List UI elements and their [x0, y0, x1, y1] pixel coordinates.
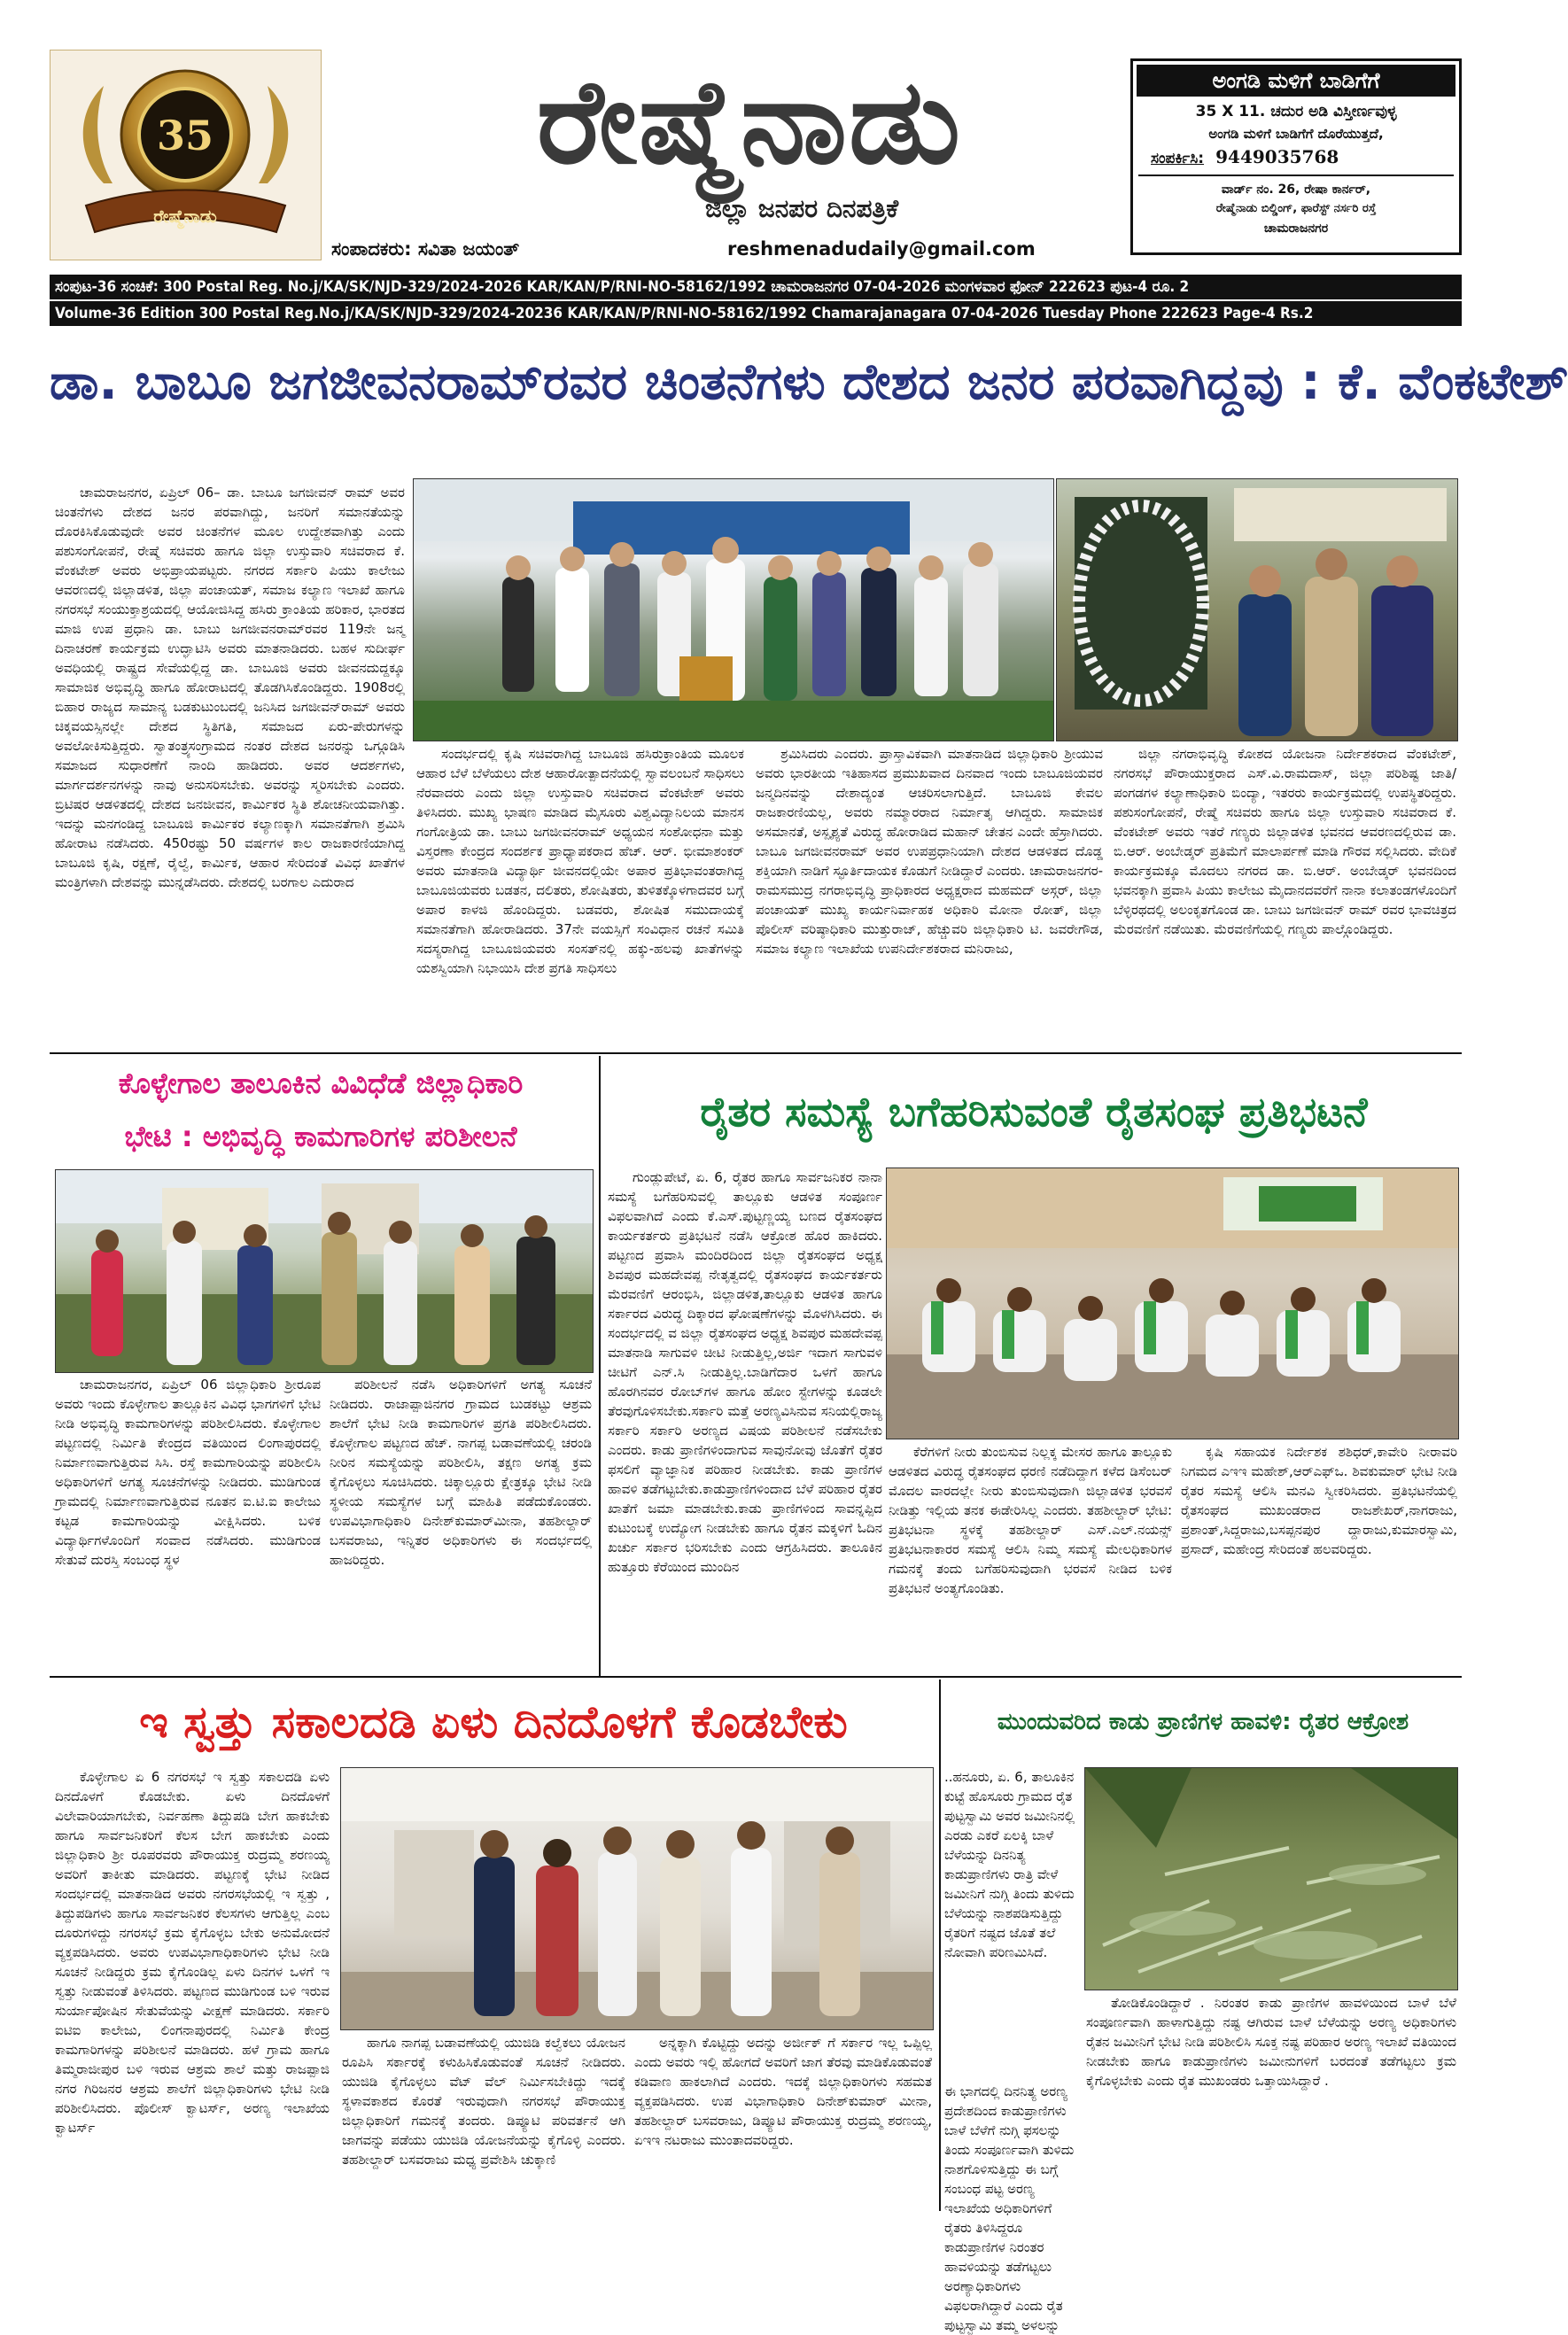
- rental-ad-box: [1130, 58, 1462, 255]
- story5-col-mid: ಈ ಭಾಗದಲ್ಲಿ ದಿನನಿತ್ಯ ಅರಣ್ಯ ಪ್ರದೇಶದಿಂದ ಕಾಡುಪ್ರಾಣಿಗಳು ಬಾಳೆ ಬೆಳೆಗೆ ನುಗ್ಗಿ ಫಸಲನ್ನು ತಿಂದು ಸಂಪೂರ್ಣವಾಗಿ ತುಳಿದು ನಾಶಗೊಳಿಸುತ್ತಿದ್ದು ಈ ಬಗ್ಗೆ ಸಂಬಂಧ ಪಟ್ಟ ಅರಣ್ಯ ಇಲಾಖೆಯ ಅಧಿಕಾರಿಗಳಿಗೆ ರೈತರು ತಿಳಿಸಿದ್ದರೂ ಕಾಡುಪ್ರಾಣಿಗಳ ನಿರಂತರ ಹಾವಳಿಯನ್ನು ತಡೆಗಟ್ಟಲು ಅರಣ್ಯಾಧಿಕಾರಿಗಳು ವಿಫಲರಾಗಿದ್ದಾರೆ ಎಂದು ರೈತ ಪುಟ್ಟಸ್ವಾಮಿ ತಮ್ಮ ಅಳಲನ್ನು: [944, 2083, 1075, 2333]
- story5-col-narrow: ..ಹನೂರು, ಏ. 6, ತಾಲೂಕಿನ ಕುಟ್ಟೆ ಹೊಸೂರು ಗ್ರಾಮದ ರೈತ ಪುಟ್ಟಸ್ವಾಮಿ ಅವರ ಜಮೀನಿನಲ್ಲಿ ಎರಡು ಎಕರೆ ಏಲಕ್ಕಿ ಬಾಳೆ ಬೆಳೆಯನ್ನು ದಿನನಿತ್ಯ ಕಾಡುಪ್ರಾಣಿಗಳು ರಾತ್ರಿ ವೇಳೆ ಜಮೀನಿಗೆ ನುಗ್ಗಿ ತಿಂದು ತುಳಿದು ಬೆಳೆಯನ್ನು ನಾಶಪಡಿಸುತ್ತಿದ್ದು ರೈತರಿಗೆ ನಷ್ಟದ ಜೊತೆ ತಲೆ ನೋವಾಗಿ ಪರಿಣಮಿಸಿದೆ.: [944, 1769, 1075, 1960]
- info-strip-kannada: ಸಂಪುಟ-36 ಸಂಚಿಕೆ: 300 Postal Reg. No.j/KA/SK/NJD-329/2024-2026 KAR/KAN/P/RNI-NO-58162/1992 ಚಾಮರಾಜನಗರ 07-04-2026 ಮಂಗಳವಾರ ಫೋನ್ 222623 ಪುಟ-4 ರೂ. 2: [50, 275, 1462, 299]
- masthead: [50, 50, 1462, 271]
- email-address[interactable]: reshmenadudaily@gmail.com: [727, 238, 1036, 260]
- story1-col2: ಸಂದರ್ಭದಲ್ಲಿ ಕೃಷಿ ಸಚಿವರಾಗಿದ್ದ ಬಾಬೂಜಿ ಹಸಿರುಕ್ರಾಂತಿಯ ಮೂಲಕ ಆಹಾರ ಬೆಳೆ ಬೆಳೆಯಲು ದೇಶ ಆಹಾರೋತ್ಪಾದನೆಯಲ್ಲಿ ಸ್ವಾವಲಂಬನೆ ಸಾಧಿಸಲು ನೆರವಾದರು ಎಂದು ಜಿಲ್ಲಾ ಉಸ್ತುವಾರಿ ಸಚಿವರಾದ ವೆಂಕಟೇಶ್ ಅವರು ತಿಳಿಸಿದರು. ಮುಖ್ಯ ಭಾಷಣ ಮಾಡಿದ ಮೈಸೂರು ವಿಶ್ವವಿದ್ಯಾನಿಲಯ ಮಾನಸ ಗಂಗೋತ್ರಿಯ ಡಾ. ಬಾಬು ಜಗಜೀವನರಾಮ್ ಅಧ್ಯಯನ ಸಂಶೋಧನಾ ಮತ್ತು ವಿಸ್ತರಣಾ ಕೇಂದ್ರದ ಸಂದರ್ಶಕ ಪ್ರಾಧ್ಯಾಪಕರಾದ ಹೆಚ್. ಆರ್. ಭೀಮಾಶಂಕರ್ ಅವರು ಮಾತನಾಡಿ ವಿದ್ಯಾರ್ಥಿ ಜೀವನದಲ್ಲಿಯೇ ಅಪಾರ ಪ್ರತಿಭಾವಂತರಾಗಿದ್ದ ಬಾಬೂಜಿಯವರು ಬಡತನ, ದಲಿತರು, ಶೋಷಿತರು, ತುಳಿತಕ್ಕೊಳಗಾದವರ ಬಗ್ಗೆ ಅಪಾರ ಕಾಳಜಿ ಹೊಂದಿದ್ದರು. ಬಡವರು, ಶೋಷಿತ ಸಮುದಾಯಕ್ಕೆ ಸಮಾನತೆಗಾಗಿ ಹೋರಾಡಿದರು. 37ನೇ ವಯಸ್ಸಿಗೆ ಸಂವಿಧಾನ ರಚನೆ ಸಮಿತಿ ಸದಸ್ಯರಾಗಿದ್ದ ಬಾಬೂಜಿಯವರು ಸಂಸತ್‌ನಲ್ಲಿ ಹಕ್ಕು-ಹಲವು ಖಾತೆಗಳನ್ನು ಯಶಸ್ವಿಯಾಗಿ ನಿಭಾಯಿಸಿ ದೇಶ ಪ್ರಗತಿ ಸಾಧಿಸಲು: [416, 746, 744, 976]
- newspaper-tagline: ಜಿಲ್ಲಾ ಜನಪರ ದಿನಪತ್ರಿಕೆ: [705, 194, 899, 223]
- rental-ad-addr3: ಚಾಮರಾಜನಗರ: [1263, 221, 1329, 236]
- rental-ad-contact-label: ಸಂಪರ್ಕಿಸಿ:: [1151, 150, 1205, 167]
- story3-col3: ಕೃಷಿ ಸಹಾಯಕ ನಿರ್ದೇಶಕ ಶಶಿಧರ್,ಕಾವೇರಿ ನೀರಾವರಿ ನಿಗಮದ ಎಇಇ ಮಹೇಶ್,ಆರ್‌ಎಫ್‌ಒ. ಶಿವಕುಮಾರ್ ಭೇಟಿ ನೀಡಿ ರೈತರ ಸಮಸ್ಯೆ ಆಲಿಸಿ ಮನವಿ ಸ್ವೀಕರಿಸಿದರು. ಪ್ರತಿಭಟನೆಯಲ್ಲಿ ರೈತಸಂಘದ ಮುಖಂಡರಾದ ರಾಜಶೇಖರ್,ನಾಗರಾಜು, ಪ್ರಶಾಂತ್,ಸಿದ್ದರಾಜು,ಬಸಪ್ಪನಪುರ ದ್ದಾರಾಜು,ಕುಮಾರಸ್ವಾಮಿ, ಪ್ರಸಾದ್, ಮಹೇಂದ್ರ ಸೇರಿದಂತೆ ಹಲವರಿದ್ದರು.: [1181, 1444, 1457, 1557]
- logo-emblem: [50, 50, 321, 260]
- rental-ad-title: ಅಂಗಡಿ ಮಳಿಗೆ ಬಾಡಿಗೆಗೆ: [1137, 65, 1455, 97]
- story2-photo-inspection: [55, 1169, 594, 1373]
- story3-photo-protest: [886, 1168, 1459, 1439]
- story3-col2: ಕೆರೆಗಳಿಗೆ ನೀರು ತುಂಬಿಸುವ ನಿಲ್ಲಕ್ಕ ಮೇಸರ ಹಾಗೂ ತಾಲ್ಲೂಕು ಆಡಳಿತದ ವಿರುದ್ಧ ರೈತಸಂಘದ ಧರಣಿ ನಡೆದಿದ್ದಾಗ ಕಳೆದ ಡಿಸೆಂಬರ್ ಮೊದಲ ವಾರದಲ್ಲೇ ನೀರು ತುಂಬಿಸುವುದಾಗಿ ಜಿಲ್ಲಾಡಳಿತ ಭರವಸೆ ನೀಡಿತ್ತು ಇಲ್ಲಿಯ ತನಕ ಈಡೇರಿಸಿಲ್ಲ ಎಂದರು. ತಹಶೀಲ್ದಾರ್ ಭೇಟಿ: ಪ್ರತಿಭಟನಾ ಸ್ಥಳಕ್ಕೆ ತಹಶೀಲ್ದಾರ್ ಎಸ್.ಎಲ್.ನಯನ್ಸ್ ಪ್ರತಿಭಟನಾಕಾರರ ಸಮಸ್ಯೆ ಆಲಿಸಿ ನಿಮ್ಮ ಸಮಸ್ಯೆ ಮೇಲಧಿಕಾರಿಗಳ ಗಮನಕ್ಕೆ ತಂದು ಬಗೆಹರಿಸುವುದಾಗಿ ಭರವಸೆ ನೀಡಿದ ಬಳಿಕ ಪ್ರತಿಭಟನೆ ಅಂತ್ಯಗೊಂಡಿತು.: [889, 1444, 1172, 1596]
- newspaper-logo: [50, 50, 322, 260]
- story4-col3: ಅನ್ನಕ್ಕಾಗಿ ಕೊಟ್ಟಿದ್ದು ಅದನ್ನು ಅರ್ಜೀಕ್ ಗೆ ಸರ್ಕಾರ ಇಲ್ಲ ಒಪ್ಪಿಲ್ಲ ಎಂದು ಅವರು ಇಲ್ಲಿ ಹೋಗದೆ ಅವರಿಗೆ ಜಾಗ ತೆರವು ಮಾಡಿಕೊಡುವಂತೆ ಕಡಿವಾಣ ಹಾಕಲಾಗಿದೆ ಎಂದರು. ಇದಕ್ಕೆ ಜಿಲ್ಲಾಧಿಕಾರಿಗಳು ಸಹಮತ ವ್ಯಕ್ತಪಡಿಸಿದರು. ಉಪ ವಿಭಾಗಾಧಿಕಾರಿ ದಿನೇಶ್‌ಕುಮಾರ್ ಮೀನಾ, ತಹಶೀಲ್ದಾರ್ ಬಸವರಾಜು, ಡಿಪ್ಯೂಟಿ ಪೌರಾಯುಕ್ತ ರುದ್ರಮ್ಮ ಶರಣಯ್ಯ, ಏಇಇ ನಟರಾಜು ಮುಂತಾದವರಿದ್ದರು.: [634, 2035, 932, 2148]
- story5-headline: ಮುಂದುವರಿದ ಕಾಡು ಪ್ರಾಣಿಗಳ ಹಾವಳಿ: ರೈತರ ಆಕ್ರೋಶ: [997, 1709, 1409, 1735]
- story4-col2: ಹಾಗೂ ನಾಗಪ್ಪ ಬಡಾವಣೆಯಲ್ಲಿ ಯುಜಿಡಿ ಕಲ್ವೆಕಲು ಯೋಜನ ರೂಪಿಸಿ ಸರ್ಕಾರಕ್ಕೆ ಕಳುಹಿಸಿಕೊಡುವಂತೆ ಸೂಚನೆ ನೀಡಿದರು. ಯುಜಿಡಿ ಕೈಗೊಳ್ಳಲು ವೆಟ್ ವೆಲ್ ನಿರ್ಮಿಸಬೇಕಿದ್ದು ಇದಕ್ಕೆ ಸ್ಥಳಾವಕಾಶದ ಕೊರತೆ ಇರುವುದಾಗಿ ನಗರಸಭೆ ಪೌರಾಯುಕ್ತ ಜಿಲ್ಲಾಧಿಕಾರಿಗೆ ಗಮನಕ್ಕೆ ತಂದರು. ಡಿಪ್ಯೂಟಿ ಪರಿವರ್ತನೆ ಆಗಿ ಜಾಗವನ್ನು ಪಡೆಯು ಯುಜಿಡಿ ಯೋಜನೆಯನ್ನು ಕೈಗೊಳ್ಳಿ ಎಂದರು. ತಹಶೀಲ್ದಾರ್ ಬಸವರಾಜು ಮಧ್ಯ ಪ್ರವೇಶಿಸಿ ಚುಕ್ಕಾಣಿ: [342, 2035, 625, 2168]
- divider-story1: [50, 1052, 1462, 1054]
- divider-story2-3: [599, 1056, 601, 1676]
- story3-headline: ರೈತರ ಸಮಸ್ಯೆ ಬಗೆಹರಿಸುವಂತೆ ರೈತಸಂಘ ಪ್ರತಿಭಟನೆ: [700, 1088, 1368, 1136]
- story2-headline-line1: ಕೊಳ್ಳೇಗಾಲ ತಾಲೂಕಿನ ವಿವಿಧೆಡೆ ಜಿಲ್ಲಾಧಿಕಾರಿ: [118, 1067, 524, 1100]
- rental-ad-line2: ಅಂಗಡಿ ಮಳಿಗೆ ಬಾಡಿಗೆಗೆ ದೊರೆಯುತ್ತದೆ,: [1208, 126, 1384, 142]
- story1-photo-ceremony: [413, 478, 1054, 741]
- info-strip-english: Volume-36 Edition 300 Postal Reg.No.j/KA/SK/NJD-329/2024-20236 KAR/KAN/P/RNI-NO-58162/1992 Chamarajanagara 07-04-2026 Tuesday Phone 222623 Page-4 Rs.2: [50, 301, 1462, 326]
- story4-col1: ಕೊಳ್ಳೇಗಾಲ ಏ 6 ನಗರಸಭೆ ಇ ಸ್ವತ್ತು ಸಕಾಲದಡಿ ಏಳು ದಿನದೊಳಗೆ ಕೊಡಬೇಕು. ಏಳು ದಿನದೊಳಗೆ ವಿಲೇವಾರಿಯಾಗಬೇಕು, ನಿರ್ವಹಣಾ ತಿದ್ದುಪಡಿ ಬೇಗ ಹಾಕಬೇಕು ಹಾಗೂ ಸಾರ್ವಜನಿಕರಿಗೆ ಕೆಲಸ ಬೇಗ ಹಾಕಬೇಕು ಎಂದು ಜಿಲ್ಲಾಧಿಕಾರಿ ಶ್ರೀ ರೂಪರವರು ಪೌರಾಯುಕ್ತ ರುದ್ರಮ್ಮ ಶರಣಯ್ಯ ಅವರಿಗೆ ತಾಕೀತು ಮಾಡಿದರು. ಪಟ್ಟಣಕ್ಕೆ ಭೇಟಿ ನೀಡಿದ ಸಂದರ್ಭದಲ್ಲಿ ಮಾತನಾಡಿದ ಅವರು ನಗರಸಭೆಯಲ್ಲಿ ಇ ಸ್ವತ್ತು , ತಿದ್ದುಪಡಿಗಳು ಹಾಗೂ ಸಾರ್ವಜನಿಕರ ಕೆಲಸಗಳು ಆಗುತ್ತಿಲ್ಲ ಎಂಬ ದೂರುಗಳಿದ್ದು ನಗರಸಭೆ ಕ್ರಮ ಕೈಗೊಳ್ಳಬ ಬೇಕು ಅನುಮೋದನೆ ವ್ಯಕ್ತಪಡಿಸಿದರು. ಅವರು ಉಪವಿಭಾಗಾಧಿಕಾರಿಗಳು ಭೇಟಿ ನೀಡಿ ಸೂಚನೆ ನೀಡಿದ್ದರು ಕ್ರಮ ಕೈಗೊಂಡಿಲ್ಲ ಏಳು ದಿನಗಳ ಒಳಗೆ ಇ ಸ್ವತ್ತು ನೀಡುವಂತೆ ತಿಳಿಸಿದರು. ಪಟ್ಟಣದ ಮುಡಿಗುಂಡ ಬಳಿ ಇರುವ ಸುರ್ಯಾಪೋಷಿನ ಸೇತುವೆಯನ್ನು ವೀಕ್ಷಣೆ ಮಾಡಿದರು. ಸರ್ಕಾರಿ ಐಟಿಐ ಕಾಲೇಜು, ಲಿಂಗನಾಪುರದಲ್ಲಿ ನಿರ್ಮಿತಿ ಕೇಂದ್ರ ಕಾಮಗಾರಿಗಳನ್ನು ಪರಿಶೀಲನೆ ಮಾಡಿದರು. ಹಳೆ ಗ್ರಾಮ ಹಾಗೂ ತಿಮ್ಮರಾಜೀಪುರ ಬಳಿ ಇರುವ ಆಶ್ರಮ ಶಾಲೆ ಮತ್ತು ರಾಜಪ್ಪಾಜಿ ನಗರ ಗಿರಿಜನರ ಆಶ್ರಮ ಶಾಲೆಗೆ ಜಿಲ್ಲಾಧಿಕಾರಿಗಳು ಭೇಟಿ ನೀಡಿ ಪರಿಶೀಲಿಸಿದರು. ಪೊಲೀಸ್ ಕ್ವಾಟರ್ಸ್, ಅರಣ್ಯ ಇಲಾಖೆಯ ಕ್ವಾಟರ್ಸ್: [55, 1769, 330, 2136]
- story2-col2: ಪರಿಶೀಲನೆ ನಡೆಸಿ ಅಧಿಕಾರಿಗಳಿಗೆ ಅಗತ್ಯ ಸೂಚನೆ ನೀಡಿದರು. ರಾಜಾಪ್ಪಾಜಿನಗರ ಗ್ರಾಮದ ಬುಡಕಟ್ಟು ಆಶ್ರಮ ಶಾಲೆಗೆ ಭೇಟಿ ನೀಡಿ ಕಾಮಗಾರಿಗಳ ಪ್ರಗತಿ ಪರಿಶೀಲಿಸಿದರು. ಕೊಳ್ಳೇಗಾಲ ಪಟ್ಟಣದ ಹೆಚ್. ನಾಗಪ್ಪ ಬಡಾವಣೆಯಲ್ಲಿ ಚರಂಡಿ ನೀರಿನ ಸಮಸ್ಯೆಯನ್ನು ಪರಿಶೀಲಿಸಿ, ತಕ್ಷಣ ಅಗತ್ಯ ಕ್ರಮ ಕೈಗೊಳ್ಳಲು ಸೂಚಿಸಿದರು. ಚಿಕ್ಕಾಲ್ಲೂರು ಕ್ಷೇತ್ರಕ್ಕೂ ಭೇಟಿ ನೀಡಿ ಸ್ಥಳೀಯ ಸಮಸ್ಯೆಗಳ ಬಗ್ಗೆ ಮಾಹಿತಿ ಪಡೆದುಕೊಂಡರು. ಉಪವಿಭಾಗಾಧಿಕಾರಿ ದಿನೇಶ್‌ಕುಮಾರ್‌ಮೀನಾ, ತಹಶೀಲ್ದಾರ್ ಬಸವರಾಜು, ಇನ್ನಿತರ ಅಧಿಕಾರಿಗಳು ಈ ಸಂದರ್ಭದಲ್ಲಿ ಹಾಜರಿದ್ದರು.: [330, 1377, 592, 1568]
- story3-col1: ಗುಂಡ್ಲುಪೇಟೆ, ಏ. 6, ರೈತರ ಹಾಗೂ ಸಾರ್ವಜನಿಕರ ನಾನಾ ಸಮಸ್ಯೆ ಬಗೆಹರಿಸುವಲ್ಲಿ ತಾಲ್ಲೂಕು ಆಡಳಿತ ಸಂಪೂರ್ಣ ವಿಫಲವಾಗಿದೆ ಎಂದು ಕೆ.ಎಸ್.ಪುಟ್ಟಣ್ಣಯ್ಯ ಬಣದ ರೈತಸಂಘದ ಕಾರ್ಯಕರ್ತರು ಪ್ರತಿಭಟನೆ ನಡೆಸಿ ಆಕ್ರೋಶ ಹೊರ ಹಾಕಿದರು. ಪಟ್ಟಣದ ಪ್ರವಾಸಿ ಮಂದಿರದಿಂದ ಜಿಲ್ಲಾ ರೈತಸಂಘದ ಅಧ್ಯಕ್ಷ ಶಿವಪುರ ಮಹದೇವಪ್ಪ ನೇತೃತ್ವದಲ್ಲಿ ರೈತಸಂಘದ ಕಾರ್ಯಕರ್ತರು ಮೆರವಣಿಗೆ ಆರಂಭಿಸಿ, ಜಿಲ್ಲಾಡಳಿತ,ತಾಲ್ಲೂಕು ಆಡಳಿತ ಹಾಗೂ ಸರ್ಕಾರದ ವಿರುದ್ಧ ದಿಕ್ಕಾರದ ಘೋಷಣೆಗಳನ್ನು ಮೊಳಗಿಸಿದರು. ಈ ಸಂದರ್ಭದಲ್ಲಿ ವ ಜಿಲ್ಲಾ ರೈತಸಂಘದ ಅಧ್ಯಕ್ಷ ಶಿವಪುರ ಮಹದೇವಪ್ಪ ಮಾತನಾಡಿ ಸಾಗುವಳಿ ಚೀಟಿ ನೀಡುತ್ತಿಲ್ಲ,ಅರ್ಜಿ ಇದಾಗ ಸಾಗುವಳಿ ಚೀಟಿಗೆ ಎನ್.ಸಿ ನೀಡುತ್ತಿಲ್ಲ.ಬಾಡಿಗೆದಾರ ಒಳಗೆ ಹಾಗೂ ಹೊರಗಿನವರ ರೋಬ್‌ಗಳ ಹಾಗೂ ಹೋಂ ಸ್ಟೇಗಳನ್ನು ಕೂಡಲೇ ತೆರವುಗೊಳಿಸಬೇಕು.ಸರ್ಕಾರಿ ಮತ್ತೆ ಅರಣ್ಯವಿಸಿನುವ ಸನಿಯಲ್ಲಿರಾಜ್ಯ ಸರ್ಕಾರಿ ಸರ್ಕಾರಿ ಅರಣ್ಯದ ವಿಷಯ ಪರಿಶೀಲನೆ ನಡೆಸಬೇಕು ಎಂದರು. ಕಾಡು ಪ್ರಾಣಿಗಳಿಂದಾಗುವ ಸಾವುನೋವು ಜೊತೆಗೆ ರೈತರ ಫಸಲಿಗೆ ವ್ಯಾಜ್ಞಾನಿಕ ಪರಿಹಾರ ನೀಡಬೇಕು. ಕಾಡು ಪ್ರಾಣಿಗಳ ಹಾವಳಿ ತಡೆಗಟ್ಟಬೇಕು.ಕಾಡುಪ್ರಾಣಿಗಳಿಂದಾದ ಬೆಳೆ ಪರಿಹಾರ ರೈತರ ಖಾತೆಗೆ ಜಮಾ ಮಾಡಬೇಕು.ಕಾಡು ಪ್ರಾಣಿಗಳಿಂದ ಸಾವನ್ನಪ್ಪಿದ ಕುಟುಂಬಕ್ಕೆ ಉದ್ಯೋಗ ನೀಡಬೇಕು ಹಾಗೂ ರೈತನ ಮಕ್ಕಳಿಗೆ ಓದಿನ ಖರ್ಚು ಸರ್ಕಾರ ಭರಿಸಬೇಕು ಎಂದು ಆಗ್ರಹಿಸಿದರು. ತಾಲೂಕಿನ ಹುತ್ತೂರು ಕೆರೆಯಿಂದ ಮುಂದಿನ: [608, 1169, 882, 1575]
- divider-story4-5: [939, 1679, 941, 2211]
- story1-col1: ಚಾಮರಾಜನಗರ, ಏಪ್ರಿಲ್ 06– ಡಾ. ಬಾಬೂ ಜಗಜೀವನ್ ರಾಮ್ ಅವರ ಚಿಂತನೆಗಳು ದೇಶದ ಜನರ ಪರವಾಗಿದ್ದು, ಜನರಿಗೆ ಸಮಾನತೆಯನ್ನು ದೊರಕಿಸಿಕೊಡುವುದೇ ಅವರ ಚಿಂತನೆಗಳ ಮೂಲ ಉದ್ದೇಶವಾಗಿತ್ತು ಎಂದು ಪಶುಸಂಗೋಪನೆ, ರೇಷ್ಮೆ ಸಚಿವರು ಹಾಗೂ ಜಿಲ್ಲಾ ಉಸ್ತುವಾರಿ ಸಚಿವರಾದ ಕೆ. ವೆಂಕಟೇಶ್ ಅವರು ಅಭಿಪ್ರಾಯಪಟ್ಟರು. ನಗರದ ಸರ್ಕಾರಿ ಪಿಯು ಕಾಲೇಜು ಆವರಣದಲ್ಲಿ ಜಿಲ್ಲಾಡಳಿತ, ಜಿಲ್ಲಾ ಪಂಚಾಯತ್, ಸಮಾಜ ಕಲ್ಯಾಣ ಇಲಾಖೆ ಹಾಗೂ ನಗರಸಭೆ ಸಂಯುಕ್ತಾಶ್ರಯದಲ್ಲಿ ಆಯೋಜಿಸಿದ್ದ ಹಸಿರು ಕ್ರಾಂತಿಯ ಹರಿಕಾರ, ಭಾರತದ ಮಾಜಿ ಉಪ ಪ್ರಧಾನಿ ಡಾ. ಬಾಬು ಜಗಜೀವನರಾಮ್‌ರವರ 119ನೇ ಜನ್ಮ ದಿನಾಚರಣೆ ಕಾರ್ಯಕ್ರಮ ಉದ್ಘಾಟಿಸಿ ಅವರು ಮಾತನಾಡಿದರು. ಬಹಳ ಸುದೀರ್ಘ ಅವಧಿಯಲ್ಲಿ ರಾಷ್ಟ್ರದ ಸೇವೆಯಲ್ಲಿದ್ದ ಡಾ. ಬಾಬೂಜಿ ಅವರು ಜೀವನದುದ್ದಕ್ಕೂ ಸಾಮಾಜಿಕ ಅಭಿವೃದ್ಧಿ ಹಾಗೂ ಹೋರಾಟದಲ್ಲಿ ತೊಡಗಿಸಿಕೊಂಡಿದ್ದರು. 1908ರಲ್ಲಿ ಬಿಹಾರ ರಾಜ್ಯದ ಸಾಮಾನ್ಯ ಬಡಕುಟುಂಬದಲ್ಲಿ ಜನಿಸಿದ ಜಗಜೀವನ್‌ರಾಮ್ ಅವರು ಚಿಕ್ಕವಯಸ್ಸಿನಲ್ಲೇ ದೇಶದ ಸ್ಥಿತಿಗತಿ, ಸಮಾಜದ ಏರು-ಪೇರುಗಳನ್ನು ಅವಲೋಕಿಸುತ್ತಿದ್ದರು. ಸ್ವಾತಂತ್ರ್ಯಸಂಗ್ರಾಮದ ನಂತರ ದೇಶದ ಜನರನ್ನು ಒಗ್ಗೂಡಿಸಿ ಸಮಾಜದ ಸುಧಾರಣೆಗೆ ನಾಂದಿ ಹಾಡಿದರು. ಅವರ ಆದರ್ಶಗಳು, ಮಾರ್ಗದರ್ಶನಗಳನ್ನು ನಾವು ಅನುಸರಿಸಬೇಕು. ಅವರನ್ನು ಸ್ಮರಿಸಬೇಕು ಎಂದರು. ಬ್ರಿಟಿಷರ ಆಡಳಿತದಲ್ಲಿ ದೇಶದ ಜನಜೀವನ, ಕಾರ್ಮಿಕರ ಸ್ಥಿತಿ ಶೋಚನೀಯವಾಗಿತ್ತು. ಇದನ್ನು ಮನಗಂಡಿದ್ದ ಬಾಬೂಜಿ ಕಾರ್ಮಿಕರ ಕಲ್ಯಾಣಕ್ಕಾಗಿ ಸಮಾನತೆಗಾಗಿ ಶ್ರಮಿಸಿ ಹೋರಾಟ ನಡೆಸಿದರು. 450ರಷ್ಟು 50 ವರ್ಷಗಳ ಕಾಲ ರಾಜಕಾರಣಿಯಾಗಿದ್ದ ಬಾಬೂಜಿ ಕೃಷಿ, ರಕ್ಷಣೆ, ರೈಲ್ವೆ, ಕಾರ್ಮಿಕ, ಆಹಾರ ಸೇರಿದಂತೆ ವಿವಿಧ ಖಾತೆಗಳ ಮಂತ್ರಿಗಳಾಗಿ ದೇಶವನ್ನು ಮುನ್ನಡೆಸಿದರು. ದೇಶದಲ್ಲಿ ಬರಗಾಲ ಎದುರಾದ: [55, 485, 405, 890]
- story5-photo-crop-damage: [1084, 1767, 1458, 1990]
- story4-photo-site-visit: [340, 1767, 934, 2030]
- rental-ad-addr2: ರೇಷ್ಮೆನಾಡು ಬಿಲ್ಡಿಂಗ್, ಫಾರೆಸ್ಟ್ ನರ್ಸರಿ ರಸ್ತೆ: [1215, 202, 1377, 215]
- story1-col3: ಶ್ರಮಿಸಿದರು ಎಂದರು. ಪ್ರಾಸ್ತಾವಿಕವಾಗಿ ಮಾತನಾಡಿದ ಜಿಲ್ಲಾಧಿಕಾರಿ ಶ್ರೀಯುವ ಅವರು ಭಾರತೀಯ ಇತಿಹಾಸದ ಪ್ರಮುಖವಾದ ದಿನವಾದ ಇಂದು ಬಾಬೂಜಿಯವರ ಜನ್ಮದಿನವನ್ನು ದೇಶಾದ್ಯಂತ ಆಚರಿಸಲಾಗುತ್ತಿದೆ. ಬಾಬೂಜಿ ಕೇವಲ ರಾಜಕಾರಣಿಯಲ್ಲ, ಅವರು ನಮ್ಮಾರರಾದ ನಿರ್ಮಾತೃ ಆಗಿದ್ದರು. ಸಾಮಾಜಿಕ ಅಸಮಾನತೆ, ಅಸ್ಪೃಶ್ಯತೆ ವಿರುದ್ಧ ಹೋರಾಡಿದ ಮಹಾನ್ ಚೇತನ ಎಂದೇ ಹೆಸ್ರಾಗಿದರು. ಬಾಬೂ ಜಗಜೀವನರಾಮ್ ಅವರ ಉಪಪ್ರಧಾನಿಯಾಗಿ ದೇಶದ ಆಡಳಿತದ ದೊಡ್ಡ ಶಕ್ತಿಯಾಗಿ ನಾಡಿಗೆ ಸ್ಫೂರ್ತಿದಾಯಕ ಕೊಡುಗೆ ನೀಡಿದ್ದಾರೆ ಎಂದರು. ಚಾಮರಾಜನಗರ-ರಾಮಸಮುದ್ರ ನಗರಾಭಿವೃದ್ಧಿ ಪ್ರಾಧಿಕಾರದ ಅಧ್ಯಕ್ಷರಾದ ಮಹಮದ್ ಅಸ್ಗರ್, ಜಿಲ್ಲಾ ಪಂಚಾಯತ್ ಮುಖ್ಯ ಕಾರ್ಯನಿರ್ವಾಹಕ ಅಧಿಕಾರಿ ಮೋನಾ ರೋತ್, ಜಿಲ್ಲಾ ಪೊಲೀಸ್ ವರಿಷ್ಠಾಧಿಕಾರಿ ಮುತ್ತುರಾಜ್, ಹೆಚ್ಚುವರಿ ಜಿಲ್ಲಾಧಿಕಾರಿ ಟಿ. ಜವರೇಗೌಡ, ಸಮಾಜ ಕಲ್ಯಾಣ ಇಲಾಖೆಯ ಉಪನಿರ್ದೇಶಕರಾದ ಮನಿರಾಜು,: [756, 746, 1104, 957]
- logo-banner-text: ರೇಷ್ಮೆನಾಡು: [153, 206, 217, 227]
- story2-headline-line2: ಭೇಟಿ : ಅಭಿವೃದ್ಧಿ ಕಾಮಗಾರಿಗಳ ಪರಿಶೀಲನೆ: [124, 1120, 517, 1153]
- story1-photo-tribute: [1056, 478, 1458, 741]
- story5-col-wide: ತೋಡಿಕೊಂಡಿದ್ದಾರೆ . ನಿರಂತರ ಕಾಡು ಪ್ರಾಣಿಗಳ ಹಾವಳಿಯಿಂದ ಬಾಳೆ ಬೆಳೆ ಸಂಪೂರ್ಣವಾಗಿ ಹಾಳಾಗುತ್ತಿದ್ದು ನಷ್ಟ ಆಗಿರುವ ಬಾಳೆ ಬೆಳೆಯನ್ನು ಅರಣ್ಯ ಅಧಿಕಾರಿಗಳು ರೈತನ ಜಮೀನಿಗೆ ಭೇಟಿ ನೀಡಿ ಪರಿಶೀಲಿಸಿ ಸೂಕ್ತ ನಷ್ಟ ಪರಿಹಾರ ಅರಣ್ಯ ಇಲಾಖೆ ವತಿಯಿಂದ ನೀಡಬೇಕು ಹಾಗೂ ಕಾಡುಪ್ರಾಣಿಗಳು ಜಮೀನುಗಳಿಗೆ ಬರದಂತೆ ತಡೆಗಟ್ಟಲು ಕ್ರಮ ಕೈಗೊಳ್ಳಬೇಕು ಎಂದು ರೈತ ಮುಖಂಡರು ಒತ್ತಾಯಿಸಿದ್ದಾರೆ .: [1086, 1995, 1456, 2089]
- rental-ad-phone[interactable]: 9449035768: [1215, 146, 1339, 167]
- story4-headline: ಇ ಸ್ವತ್ತು ಸಕಾಲದಡಿ ಏಳು ದಿನದೊಳಗೆ ಕೊಡಬೇಕು: [139, 1696, 848, 1748]
- editor-line: ಸಂಪಾದಕರು: ಸವಿತಾ ಜಯಂತ್: [331, 238, 520, 260]
- story1-col4: ಜಿಲ್ಲಾ ನಗರಾಭಿವೃದ್ಧಿ ಕೋಶದ ಯೋಜನಾ ನಿರ್ದೇಶಕರಾದ ವೆಂಕಟೇಶ್, ನಗರಸಭೆ ಪೌರಾಯುಕ್ತರಾದ ಎಸ್.ವಿ.ರಾಮದಾಸ್, ಜಿಲ್ಲಾ ಪರಿಶಿಷ್ಟ ಜಾತಿ/ಪಂಗಡಗಳ ಕಲ್ಯಾಣಾಧಿಕಾರಿ ಬಿಂದ್ಯಾ, ಇತರರು ಕಾರ್ಯಕ್ರಮದಲ್ಲಿ ಉಪಸ್ಥಿತರಿದ್ದರು. ಪಶುಸಂಗೋಪನೆ, ರೇಷ್ಮೆ ಸಚಿವರು ಹಾಗೂ ಜಿಲ್ಲಾ ಉಸ್ತುವಾರಿ ಸಚಿವರಾದ ಕೆ. ವೆಂಕಟೇಶ್ ಅವರು ಇತರೆ ಗಣ್ಯರು ಜಿಲ್ಲಾಡಳಿತ ಭವನದ ಆವರಣದಲ್ಲಿರುವ ಡಾ. ಬಿ.ಆರ್. ಅಂಬೇಡ್ಕರ್ ಪ್ರತಿಮೆಗೆ ಮಾಲಾರ್ಪಣೆ ಮಾಡಿ ಗೌರವ ಸಲ್ಲಿಸಿದರು. ವೇದಿಕೆ ಕಾರ್ಯಕ್ರಮಕ್ಕೂ ಮೊದಲು ನಗರದ ಡಾ. ಬಿ.ಆರ್. ಅಂಬೇಡ್ಕರ್ ಭವನದಿಂದ ಭವನಕ್ಕಾಗಿ ಪ್ರವಾಸಿ ಪಿಯು ಕಾಲೇಜು ಮೈದಾನದವರೆಗೆ ನಾನಾ ಕಲಾತಂಡಗಳೊಂದಿಗೆ ಬೆಳ್ಳಿರಥದಲ್ಲಿ ಅಲಂಕೃತಗೊಂಡ ಡಾ. ಬಾಬು ಜಗಜೀವನ್ ರಾಮ್ ರವರ ಭಾವಚಿತ್ರದ ಮೆರವಣಿಗೆ ನಡೆಯಿತು. ಮೆರವಣಿಗೆಯಲ್ಲಿ ಗಣ್ಯರು ಪಾಲ್ಗೊಂಡಿದ್ದರು.: [1114, 746, 1456, 937]
- rental-ad-addr1: ವಾರ್ಡ್ ನಂ. 26, ರೇಷಾ ಕಾರ್ನರ್,: [1221, 182, 1371, 197]
- rental-ad-size: 35 X 11. ಚದುರ ಅಡಿ ವಿಸ್ತೀರ್ಣವುಳ್ಳ: [1195, 103, 1397, 120]
- divider-story3: [50, 1676, 1462, 1678]
- story2-col1: ಚಾಮರಾಜನಗರ, ಏಪ್ರಿಲ್ 06 ಜಿಲ್ಲಾಧಿಕಾರಿ ಶ್ರೀರೂಪ ಅವರು ಇಂದು ಕೊಳ್ಳೇಗಾಲ ತಾಲ್ಲೂಕಿನ ವಿವಿಧ ಭಾಗಗಳಿಗೆ ಭೇಟಿ ನೀಡಿ ಅಭಿವೃದ್ಧಿ ಕಾಮಗಾರಿಗಳನ್ನು ಪರಿಶೀಲಿಸಿದರು. ಕೊಳ್ಳೇಗಾಲ ಪಟ್ಟಣದಲ್ಲಿ ನಿರ್ಮಿತಿ ಕೇಂದ್ರದ ವತಿಯಿಂದ ಲಿಂಗಾಪುರದಲ್ಲಿ ನಿರ್ಮಾಣವಾಗುತ್ತಿರುವ ಸಿಸಿ. ರಸ್ತೆ ಕಾಮಗಾರಿಯನ್ನು ಪರಿಶೀಲಿಸಿ ಅಧಿಕಾರಿಗಳಿಗೆ ಅಗತ್ಯ ಸೂಚನೆಗಳನ್ನು ನೀಡಿದರು. ಮುಡಿಗುಂಡ ಗ್ರಾಮದಲ್ಲಿ ನಿರ್ಮಾಣವಾಗುತ್ತಿರುವ ನೂತನ ಐ.ಟಿ.ಐ ಕಾಲೇಜು ಕಟ್ಟಡ ಕಾಮಗಾರಿಯನ್ನು ವೀಕ್ಷಿಸಿದರು. ಬಳಿಕ ವಿದ್ಯಾರ್ಥಿಗಳೊಂದಿಗೆ ಸಂವಾದ ನಡೆಸಿದರು. ಮುಡಿಗುಂಡ ಸೇತುವೆ ದುರಸ್ತಿ ಸಂಬಂಧ ಸ್ಥಳ: [55, 1377, 321, 1568]
- logo-years: 35: [156, 112, 214, 159]
- story1-headline: ಡಾ. ಬಾಬೂ ಜಗಜೀವನರಾಮ್‌ರವರ ಚಿಂತನೆಗಳು ದೇಶದ ಜನರ ಪರವಾಗಿದ್ದವು : ಕೆ. ವೆಂಕಟೇಶ್: [50, 353, 1568, 411]
- newspaper-title: ರೇಷ್ಮೆನಾಡು: [536, 54, 963, 190]
